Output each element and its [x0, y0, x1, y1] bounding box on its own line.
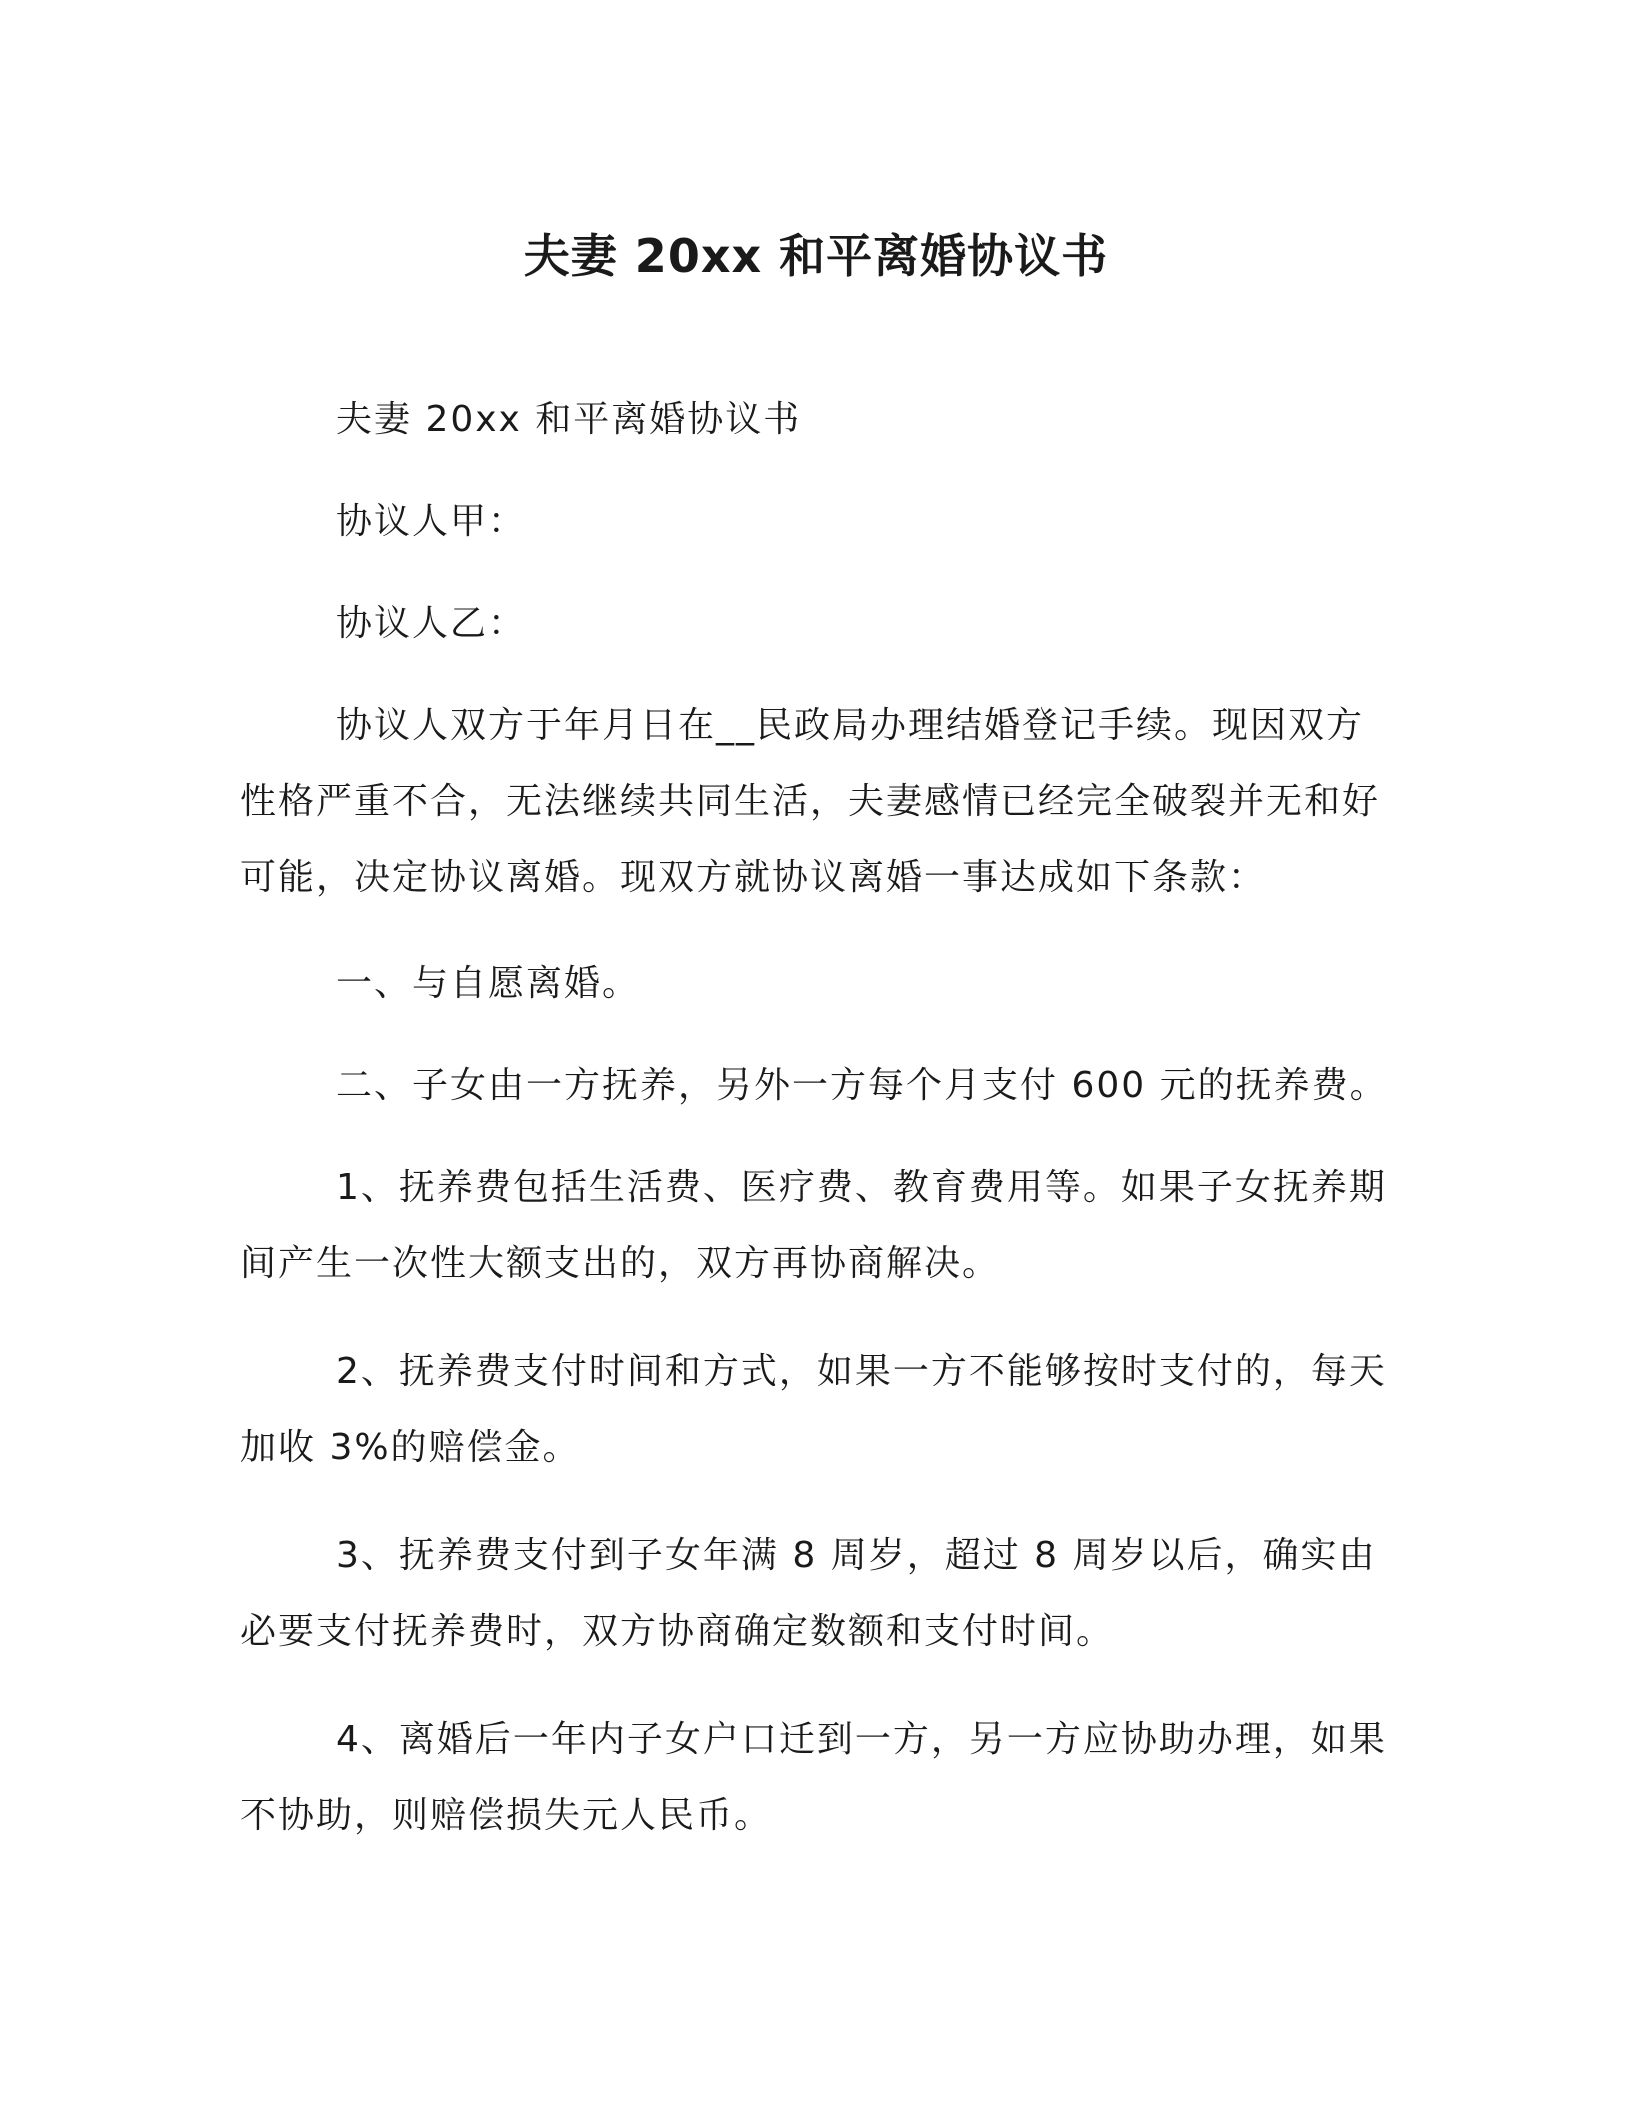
paragraph-subclause-1: 1、抚养费包括生活费、医疗费、教育费用等。如果子女抚养期间产生一次性大额支出的，双方再协商解决。 — [240, 1167, 1387, 1284]
paragraph-clause-1: 一、与自愿离婚。 — [336, 963, 641, 1004]
paragraph-subclause-3: 3、抚养费支付到子女年满 8 周岁，超过 8 周岁以后，确实由必要支付抚养费时，双方协商确定数额和支付时间。 — [240, 1535, 1377, 1652]
paragraph-subclause-4: 4、离婚后一年内子女户口迁到一方，另一方应协助办理，如果不协助，则赔偿损失元人民币。 — [240, 1719, 1387, 1836]
document-title: 夫妻 20xx 和平离婚协议书 — [523, 229, 1109, 283]
paragraph-party-a: 协议人甲： — [336, 501, 527, 542]
paragraph-party-b: 协议人乙： — [336, 603, 527, 644]
paragraph-clause-2: 二、子女由一方抚养，另外一方每个月支付 600 元的抚养费。 — [336, 1065, 1388, 1106]
paragraph-subtitle: 夫妻 20xx 和平离婚协议书 — [336, 399, 802, 440]
paragraph-preamble: 协议人双方于年月日在__民政局办理结婚登记手续。现因双方性格严重不合，无法继续共同生活，夫妻感情已经完全破裂并无和好可能，决定协议离婚。现双方就协议离婚一事达成如下条款： — [240, 705, 1381, 898]
paragraph-subclause-2: 2、抚养费支付时间和方式，如果一方不能够按时支付的，每天加收 3%的赔偿金。 — [240, 1351, 1387, 1468]
